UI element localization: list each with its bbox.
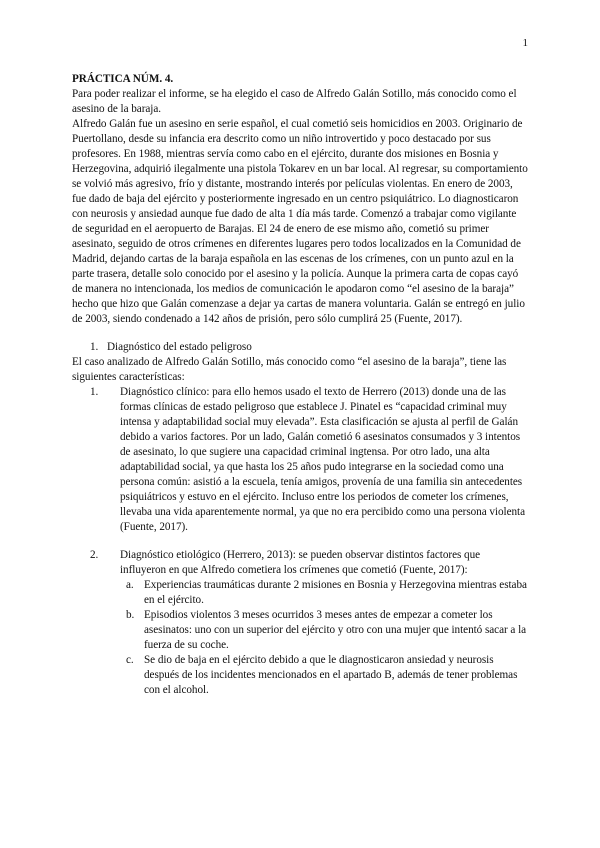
list-item [72, 548, 528, 698]
sublist-item-letter: c. [126, 654, 134, 666]
list-item-text: Diagnóstico etiológico (Herrero, 2013): se pueden observar distintos factores que influyeron en que Alfredo cometiera los crímenes que cometió (Fuente, 2017): [120, 549, 481, 576]
section-title: Diagnóstico del estado peligroso [107, 341, 252, 353]
list-item-number: 2. [90, 549, 99, 561]
intro-paragraph: Para poder realizar el informe, se ha elegido el caso de Alfredo Galán Sotillo, más conocido como el asesino de la baraja. [72, 88, 517, 115]
section-heading [72, 340, 528, 355]
etiology-sublist [120, 578, 528, 698]
section-lead: El caso analizado de Alfredo Galán Sotillo, más conocido como “el asesino de la baraja”, tiene las siguientes características: [72, 356, 507, 383]
sublist-item [120, 608, 528, 653]
list-item [72, 385, 528, 535]
sublist-item-letter: a. [126, 579, 134, 591]
sublist-item [120, 653, 528, 698]
document-body [72, 72, 528, 698]
page-number: 1 [522, 37, 528, 49]
page-title: PRÁCTICA NÚM. 4. [72, 73, 174, 85]
diagnosis-list [72, 385, 528, 698]
sublist-item-text: Se dio de baja en el ejército debido a que le diagnosticaron ansiedad y neurosis después de los incidentes mencionados en el apartado B, además de tener problemas con el alcohol. [144, 654, 518, 696]
list-item-number: 1. [90, 386, 99, 398]
sublist-item-text: Episodios violentos 3 meses ocurridos 3 meses antes de empezar a cometer los asesinatos: uno con un superior del ejército y otro con una mujer que intentó sacar a la fuerza de su coche. [144, 609, 527, 651]
section-number: 1. [90, 341, 99, 353]
list-item-text: Diagnóstico clínico: para ello hemos usado el texto de Herrero (2013) donde una de las formas clínicas de estado peligroso que establece J. Pinatel es “capacidad criminal muy intensa y adaptabilidad social muy elevada”. Esta clasificación se ajusta al perfil de Galán debido a varios factores. Por un lado, Galán cometió 6 asesinatos consumados y 3 intentos de asesinato, lo que sugiere una capacidad criminal ingtensa. Por otro lado, una alta adaptabilidad social, ya que hasta los 25 años pudo integrarse en la sociedad como una persona común: asistió a la escuela, tenía amigos, provenía de una familia sin antecedentes psiquiátricos y estuvo en el ejército. Incluso entre los periodos de cometer los crímenes, llevaba una vida aparentemente normal, ya que no era percibido como una persona violenta (Fuente, 2017). [120, 386, 526, 533]
sublist-item-text: Experiencias traumáticas durante 2 misiones en Bosnia y Herzegovina mientras estaba en el ejército. [144, 579, 527, 606]
sublist-item [120, 578, 528, 608]
bio-paragraph: Alfredo Galán fue un asesino en serie español, el cual cometió seis homicidios en 2003. Originario de Puertollano, desde su infancia era descrito como un niño introvertido y poco destacado por sus profesores. En 1988, mientras servía como cabo en el ejército, durante dos misiones en Bosnia y Herzegovina, adquirió ilegalmente una pistola Tokarev en un bar local. Al regresar, su comportamiento se volvió más agresivo, frío y distante, mostrando interés por películas violentas. En enero de 2003, fue dado de baja del ejército y posteriormente ingresado en un centro psiquiátrico. Lo diagnosticaron con neurosis y ansiedad aunque fue dado de alta 1 día más tarde. Comenzó a trabajar como vigilante de seguridad en el aeropuerto de Barajas. El 24 de enero de ese mismo año, cometió su primer asesinato, seguido de otros crímenes en diferentes lugares pero todos localizados en la Comunidad de Madrid, dejando cartas de la baraja española en las escenas de los crímenes, con un punto azul en la parte trasera, detalle solo conocido por el asesino y la policía. Aunque la primera carta de copas cayó de manera no intencionada, los medios de comunicación le apodaron como “el asesino de la baraja” hecho que hizo que Galán comenzase a dejar ya cartas de manera voluntaria. Galán se entregó en julio de 2003, siendo condenado a 142 años de prisión, pero sólo cumplirá 25 (Fuente, 2017). [72, 118, 528, 325]
sublist-item-letter: b. [126, 609, 135, 621]
